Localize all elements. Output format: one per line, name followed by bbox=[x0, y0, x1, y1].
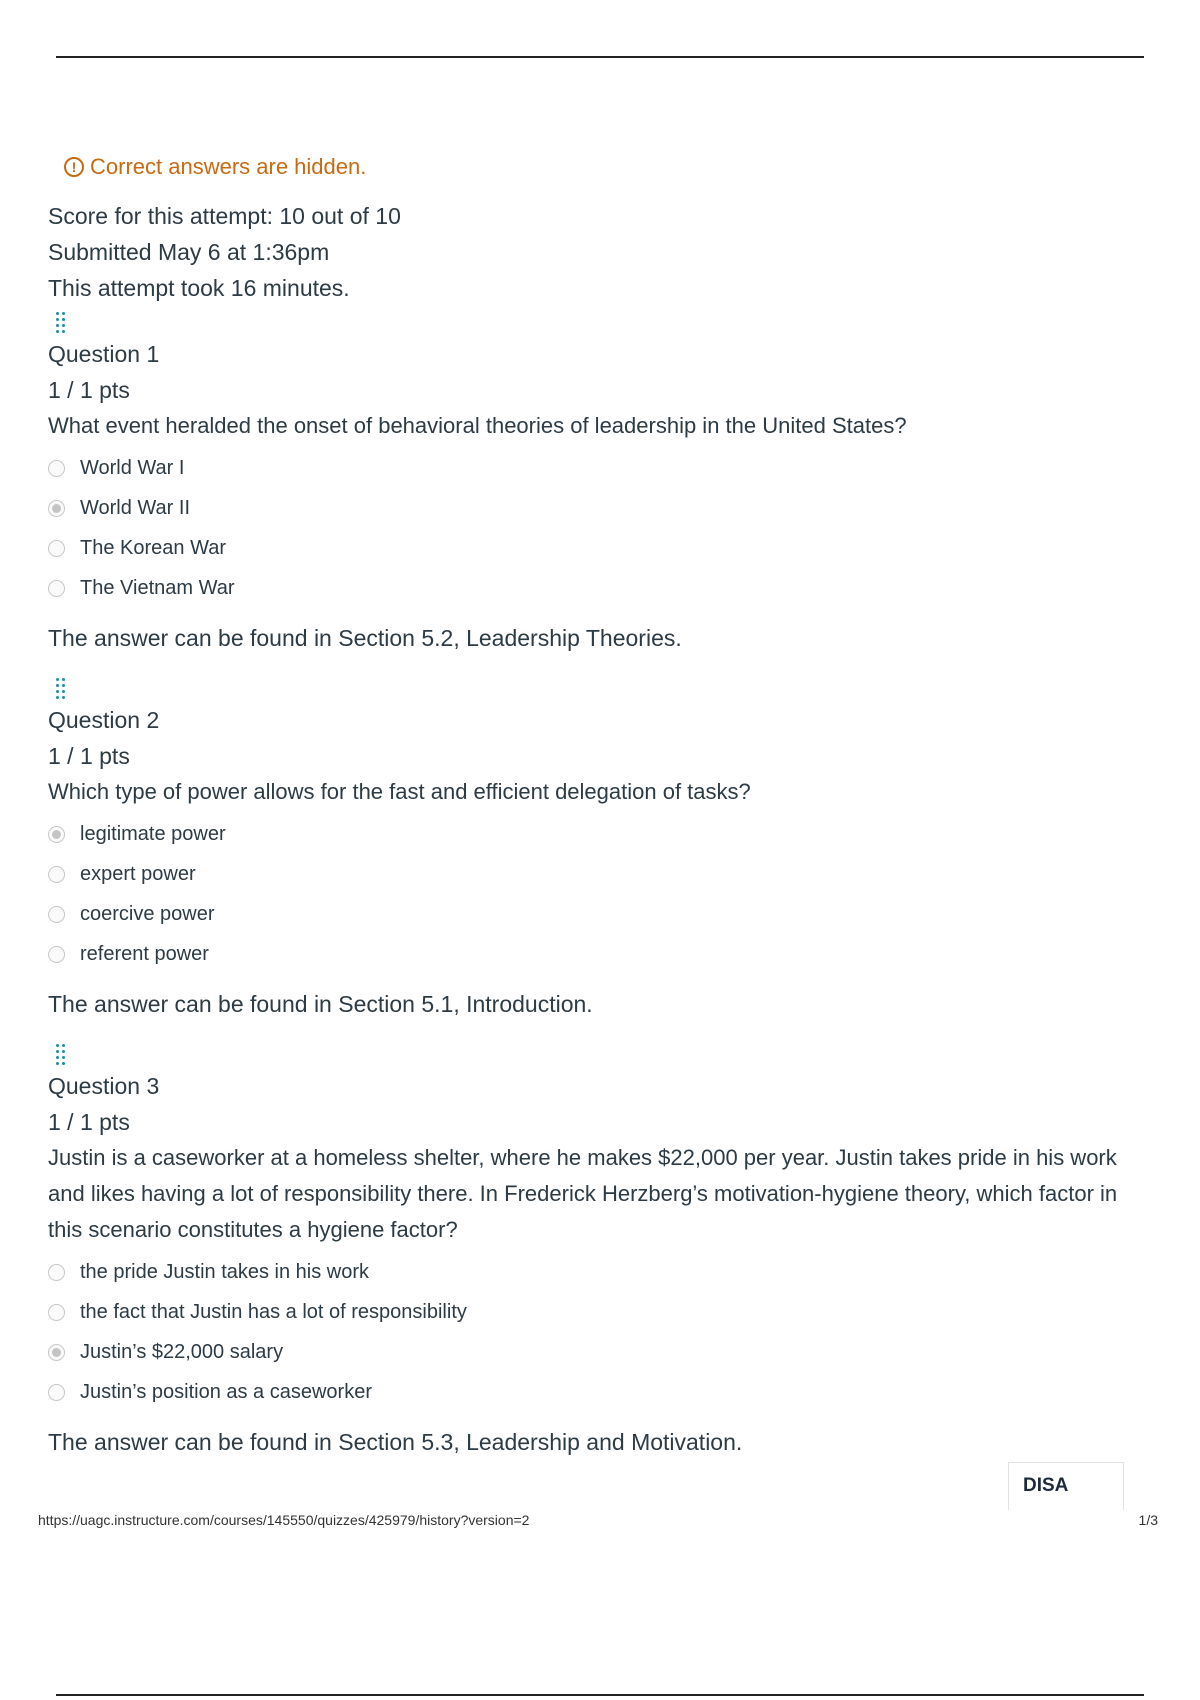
hidden-answers-notice bbox=[64, 150, 1148, 184]
answer-option[interactable] bbox=[48, 814, 1148, 854]
answer-reference: The answer can be found in Section 5.3, Leadership and Motivation. bbox=[48, 1429, 743, 1455]
watermark-stamp bbox=[1008, 1462, 1124, 1510]
attempt-duration: This attempt took 16 minutes. bbox=[48, 275, 350, 301]
option-label: the pride Justin takes in his work bbox=[80, 1260, 370, 1283]
radio-button[interactable] bbox=[48, 1304, 65, 1321]
radio-button[interactable] bbox=[48, 906, 65, 923]
attempt-submitted: Submitted May 6 at 1:36pm bbox=[48, 239, 330, 265]
option-label: The Korean War bbox=[80, 536, 226, 559]
radio-button[interactable] bbox=[48, 946, 65, 963]
attempt-score: Score for this attempt: 10 out of 10 bbox=[48, 203, 401, 229]
drag-handle-icon[interactable] bbox=[54, 676, 68, 700]
radio-button[interactable] bbox=[48, 500, 65, 517]
radio-button[interactable] bbox=[48, 1344, 65, 1361]
answer-option[interactable] bbox=[48, 488, 1148, 528]
option-label: coercive power bbox=[80, 902, 215, 925]
exclamation-circle-icon: ! bbox=[64, 157, 84, 177]
option-label: the fact that Justin has a lot of responsibility bbox=[80, 1300, 467, 1323]
question-text: Which type of power allows for the fast and efficient delegation of tasks? bbox=[48, 779, 751, 804]
question-text: What event heralded the onset of behavioral theories of leadership in the United States? bbox=[48, 413, 907, 438]
radio-button[interactable] bbox=[48, 460, 65, 477]
answer-option[interactable] bbox=[48, 568, 1148, 608]
question-text: Justin is a caseworker at a homeless shelter, where he makes $22,000 per year. Justin takes pride in his work and likes having a lot of responsibility there. In Frederick Herzberg’s motivation-hygiene theory, which factor in this scenario constitutes a hygiene factor? bbox=[48, 1145, 1118, 1242]
radio-button[interactable] bbox=[48, 540, 65, 557]
top-divider bbox=[56, 56, 1144, 58]
answer-option[interactable] bbox=[48, 448, 1148, 488]
answer-option[interactable] bbox=[48, 934, 1148, 974]
option-label: World War II bbox=[80, 496, 191, 519]
option-label: World War I bbox=[80, 456, 185, 479]
answer-reference: The answer can be found in Section 5.2, Leadership Theories. bbox=[48, 625, 682, 651]
answer-option[interactable] bbox=[48, 1252, 1148, 1292]
footer-page-number: 1/3 bbox=[1138, 1512, 1158, 1528]
answer-options bbox=[48, 814, 1148, 974]
attempt-summary bbox=[48, 198, 1148, 306]
question-points: 1 / 1 pts bbox=[48, 377, 130, 403]
answer-reference: The answer can be found in Section 5.1, Introduction. bbox=[48, 991, 593, 1017]
print-footer bbox=[38, 1512, 1158, 1528]
radio-button[interactable] bbox=[48, 1384, 65, 1401]
footer-url: https://uagc.instructure.com/courses/145550/quizzes/425979/history?version=2 bbox=[38, 1512, 530, 1528]
question-1 bbox=[48, 310, 1148, 656]
option-label: referent power bbox=[80, 942, 209, 965]
option-label: Justin’s position as a caseworker bbox=[80, 1380, 372, 1403]
question-title: Question 1 bbox=[48, 341, 160, 367]
radio-button[interactable] bbox=[48, 1264, 65, 1281]
option-label: legitimate power bbox=[80, 822, 226, 845]
answer-option[interactable] bbox=[48, 894, 1148, 934]
question-title: Question 3 bbox=[48, 1073, 160, 1099]
notice-text: Correct answers are hidden. bbox=[90, 154, 367, 179]
stamp-text: DISA bbox=[1023, 1475, 1069, 1496]
radio-button[interactable] bbox=[48, 866, 65, 883]
question-title: Question 2 bbox=[48, 707, 160, 733]
question-points: 1 / 1 pts bbox=[48, 1109, 130, 1135]
answer-options bbox=[48, 448, 1148, 608]
drag-handle-icon[interactable] bbox=[54, 1042, 68, 1066]
answer-option[interactable] bbox=[48, 1292, 1148, 1332]
question-2 bbox=[48, 676, 1148, 1022]
option-label: expert power bbox=[80, 862, 196, 885]
option-label: The Vietnam War bbox=[80, 576, 235, 599]
answer-option[interactable] bbox=[48, 1332, 1148, 1372]
bottom-divider bbox=[56, 1694, 1144, 1696]
answer-option[interactable] bbox=[48, 854, 1148, 894]
quiz-content bbox=[48, 150, 1148, 1480]
radio-button[interactable] bbox=[48, 580, 65, 597]
answer-option[interactable] bbox=[48, 1372, 1148, 1412]
answer-options bbox=[48, 1252, 1148, 1412]
drag-handle-icon[interactable] bbox=[54, 310, 68, 334]
answer-option[interactable] bbox=[48, 528, 1148, 568]
option-label: Justin’s $22,000 salary bbox=[80, 1340, 284, 1363]
question-3 bbox=[48, 1042, 1148, 1460]
radio-button[interactable] bbox=[48, 826, 65, 843]
question-points: 1 / 1 pts bbox=[48, 743, 130, 769]
